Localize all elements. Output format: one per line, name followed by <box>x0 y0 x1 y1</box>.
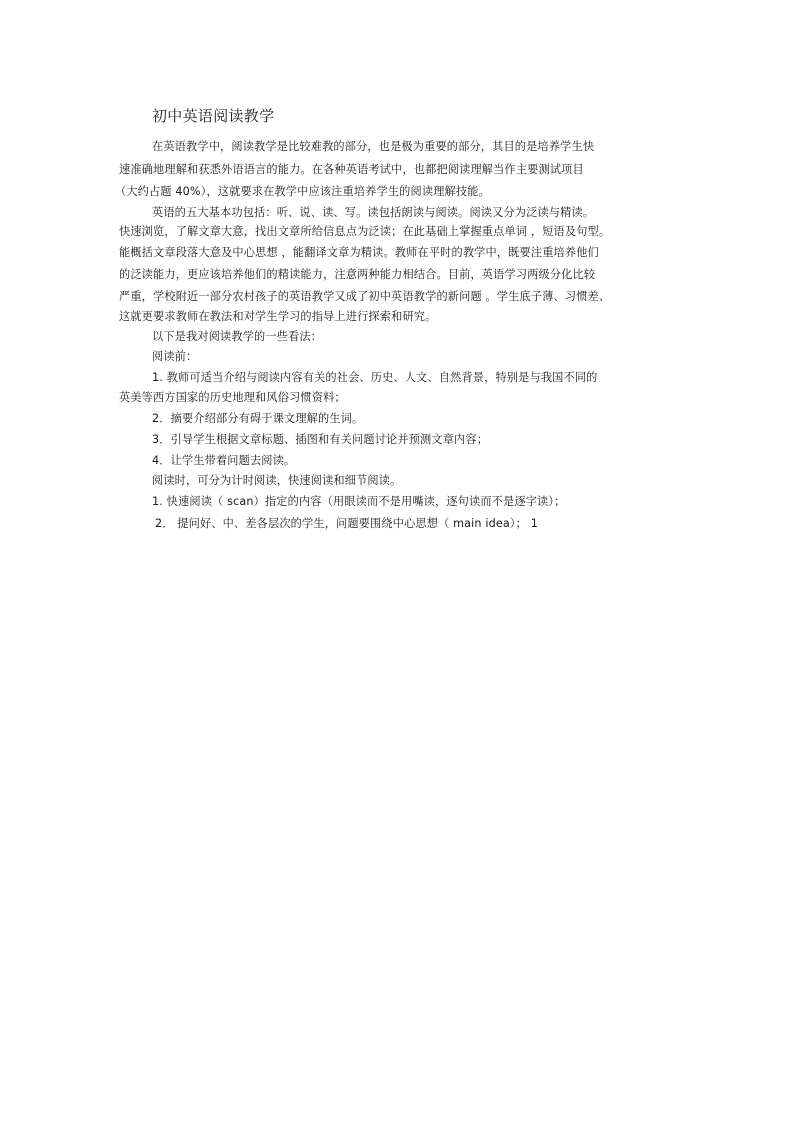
paragraph-line: 快速浏览，了解文章大意，找出文章所给信息点为泛读；在此基础上掌握重点单词 ，短语及句型。 <box>119 225 611 238</box>
paragraph-line: 能概括文章段落大意及中心思想 ，能翻译文章为精读。教师在平时的教学中，既要注重培养他们 <box>119 246 599 259</box>
list-item: 1. 快速阅读（ scan）指定的内容（用眼读而不是用嘴读，逐句读而不是逐字读）； <box>152 495 566 508</box>
list-item: 3．引导学生根据文章标题、插图和有关问题讨论并预测文章内容； <box>152 433 489 446</box>
paragraph-line: 阅读时，可分为计时阅读，快速阅读和细节阅读。 <box>152 474 402 487</box>
list-item: 4．让学生带着问题去阅读。 <box>152 454 296 467</box>
paragraph-line: （大约占题 40%），这就要求在教学中应该注重培养学生的阅读理解技能。 <box>115 185 490 198</box>
section-heading: 阅读前： <box>152 350 198 363</box>
paragraph-line: 在英语教学中，阅读教学是比较难教的部分，也是极为重要的部分，其目的是培养学生快 <box>152 140 595 153</box>
list-item: 2．摘要介绍部分有碍于课文理解的生词。 <box>152 412 364 425</box>
list-item: 1. 教师可适当介绍与阅读内容有关的社会、历史、人文、自然背景，特别是与我国不同的 <box>152 371 598 384</box>
paragraph-line: 英语的五大基本功包括：听、说、读、写。读包括朗读与阅读。阅读又分为泛读与精读。 <box>152 206 595 219</box>
paragraph-line: 速准确地理解和获悉外语语言的能力。在各种英语考试中，也都把阅读理解当作主要测试项目 <box>119 163 584 176</box>
list-item: 2． 提问好、中、差各层次的学生，问题要围绕中心思想（ main idea）； 1 <box>155 517 538 530</box>
paragraph-line: 这就更要求教师在教法和对学生学习的指导上进行探索和研究。 <box>119 310 437 323</box>
document-title: 初中英语阅读教学 <box>152 107 275 125</box>
paragraph-line: 以下是我对阅读教学的一些看法： <box>152 330 323 343</box>
list-item-continuation: 英美等西方国家的历史地理和风俗习惯资料； <box>119 391 346 404</box>
paragraph-line: 的泛读能力，更应该培养他们的精读能力，注意两种能力相结合。目前，英语学习两级分化比较 <box>119 268 596 281</box>
paragraph-line: 严重，学校附近一部分农村孩子的英语教学又成了初中英语教学的新问题 。学生底子薄、习惯差、 <box>119 290 611 303</box>
